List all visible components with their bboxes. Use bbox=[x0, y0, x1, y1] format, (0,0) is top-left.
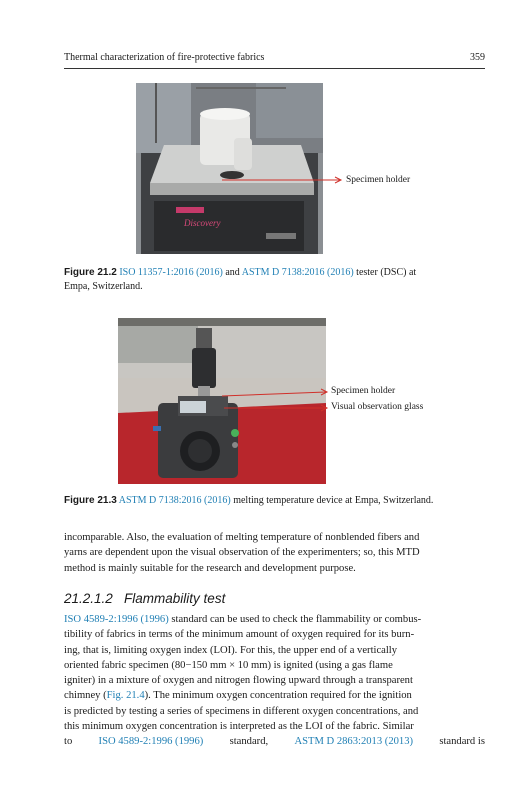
text-span: chimney ( bbox=[64, 690, 107, 702]
section-heading: 21.2.1.2 Flammability test bbox=[64, 591, 226, 606]
visual-observation-glass-callout: Visual observation glass bbox=[331, 402, 424, 412]
specimen-holder-callout-1: Specimen holder bbox=[346, 175, 411, 185]
caption-text: Empa, Switzerland. bbox=[64, 280, 143, 292]
caption-ref-iso-11357[interactable]: ISO 11357-1:2016 (2016) bbox=[119, 267, 223, 278]
caption-text: tester (DSC) at bbox=[353, 267, 417, 278]
text-line: yarns are dependent upon the visual observation of the experimenters; so, this MTD bbox=[64, 547, 420, 559]
ref-iso-4589-2[interactable]: ISO 4589-2:1996 (1996) bbox=[64, 614, 169, 625]
ref-fig-21-4[interactable]: Fig. 21.4 bbox=[106, 690, 145, 702]
text-line bbox=[64, 688, 485, 703]
text-span: standard is bbox=[439, 736, 485, 748]
paragraph-2 bbox=[64, 612, 485, 750]
text-span: standard can be used to check the flammability or combus- bbox=[168, 614, 422, 625]
text-line: is predicted by testing a series of specimens in different oxygen concentrations, and bbox=[64, 705, 419, 717]
text-line: tibility of fabrics in terms of the minimum amount of oxygen required for its burn- bbox=[64, 629, 415, 641]
specimen-holder-callout-2: Specimen holder bbox=[331, 386, 396, 396]
ref-astm-d2863[interactable]: ASTM D 2863:2013 (2013) bbox=[294, 736, 414, 748]
caption-label: Figure 21.2 bbox=[64, 267, 117, 278]
caption-text: melting temperature device at Empa, Switzerland. bbox=[230, 495, 434, 506]
text-line: oriented fabric specimen (80−150 mm × 10 mm) is ignited (using a gas flame bbox=[64, 659, 393, 671]
caption-label: Figure 21.3 bbox=[64, 495, 117, 506]
ref-iso-4589-2[interactable]: ISO 4589-2:1996 (1996) bbox=[98, 736, 204, 748]
text-line: igniter) in a mixture of oxygen and nitrogen flowing upward through a transparent bbox=[64, 675, 413, 687]
text-line bbox=[64, 612, 485, 627]
text-line: method is mainly suitable for the research and development purpose. bbox=[64, 562, 356, 574]
figure-21-3-caption bbox=[64, 494, 485, 508]
device-brand-label: Discovery bbox=[184, 218, 221, 228]
caption-ref-astm-d7138[interactable]: ASTM D 7138:2016 (2016) bbox=[241, 267, 354, 278]
text-span: to bbox=[64, 736, 73, 748]
text-span: ). The minimum oxygen concentration required for the ignition bbox=[144, 690, 412, 702]
text-span: standard, bbox=[229, 736, 269, 748]
text-line: incomparable. Also, the evaluation of melting temperature of nonblended fibers and bbox=[64, 532, 420, 543]
caption-ref-astm-d7138[interactable]: ASTM D 7138:2016 (2016) bbox=[118, 495, 231, 506]
text-line: this minimum oxygen concentration is interpreted as the LOI of the fabric. Similar bbox=[64, 721, 414, 733]
page-number: 359 bbox=[470, 52, 485, 63]
caption-text: and bbox=[222, 267, 242, 278]
text-line: ing, that is, limiting oxygen index (LOI). For this, the upper end of a vertically bbox=[64, 644, 398, 656]
text-line bbox=[64, 734, 485, 749]
paragraph-1 bbox=[64, 530, 485, 576]
running-title: Thermal characterization of fire-protective fabrics bbox=[64, 52, 265, 63]
